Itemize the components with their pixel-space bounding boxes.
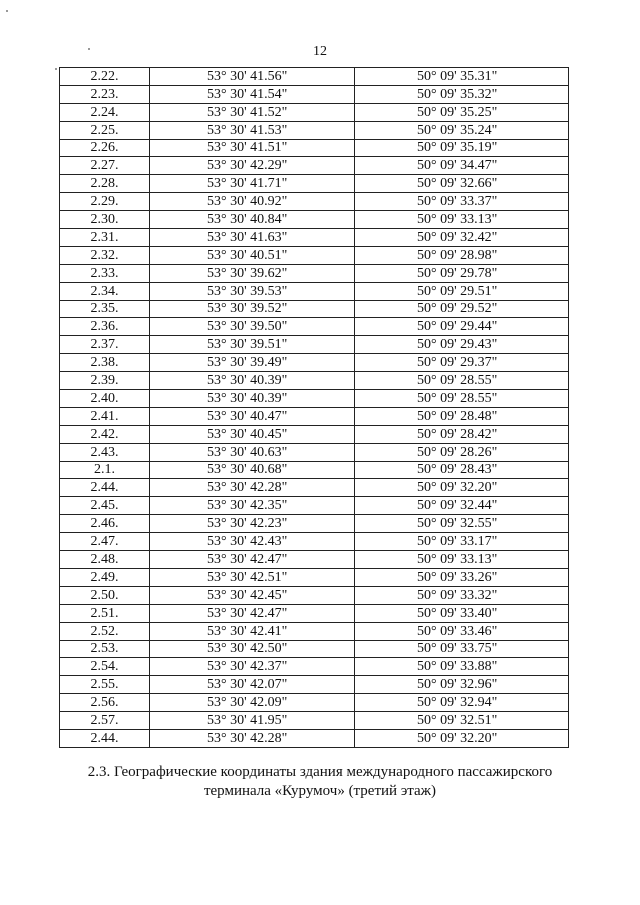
latitude-cell: 53° 30' 39.62" [150, 264, 355, 282]
longitude-cell: 50° 09' 32.42" [355, 229, 569, 247]
longitude-cell: 50° 09' 33.13" [355, 551, 569, 569]
point-number-cell: 2.24. [60, 103, 150, 121]
point-number-cell: 2.46. [60, 515, 150, 533]
latitude-cell: 53° 30' 40.45" [150, 425, 355, 443]
point-number-cell: 2.33. [60, 264, 150, 282]
table-row [60, 264, 569, 282]
longitude-cell: 50° 09' 32.44" [355, 497, 569, 515]
table-row [60, 425, 569, 443]
point-number-cell: 2.47. [60, 533, 150, 551]
latitude-cell: 53° 30' 42.50" [150, 640, 355, 658]
point-number-cell: 2.22. [60, 68, 150, 86]
latitude-cell: 53° 30' 39.51" [150, 336, 355, 354]
point-number-cell: 2.32. [60, 246, 150, 264]
latitude-cell: 53° 30' 41.53" [150, 121, 355, 139]
longitude-cell: 50° 09' 33.13" [355, 211, 569, 229]
longitude-cell: 50° 09' 28.55" [355, 372, 569, 390]
longitude-cell: 50° 09' 33.37" [355, 193, 569, 211]
longitude-cell: 50° 09' 29.78" [355, 264, 569, 282]
point-number-cell: 2.56. [60, 694, 150, 712]
latitude-cell: 53° 30' 40.92" [150, 193, 355, 211]
longitude-cell: 50° 09' 32.66" [355, 175, 569, 193]
longitude-cell: 50° 09' 33.17" [355, 533, 569, 551]
point-number-cell: 2.25. [60, 121, 150, 139]
point-number-cell: 2.36. [60, 318, 150, 336]
latitude-cell: 53° 30' 41.56" [150, 68, 355, 86]
latitude-cell: 53° 30' 42.23" [150, 515, 355, 533]
point-number-cell: 2.26. [60, 139, 150, 157]
table-row [60, 712, 569, 730]
longitude-cell: 50° 09' 32.94" [355, 694, 569, 712]
longitude-cell: 50° 09' 29.44" [355, 318, 569, 336]
table-row [60, 551, 569, 569]
latitude-cell: 53° 30' 40.39" [150, 390, 355, 408]
longitude-cell: 50° 09' 29.52" [355, 300, 569, 318]
longitude-cell: 50° 09' 35.19" [355, 139, 569, 157]
table-row [60, 157, 569, 175]
table-row [60, 139, 569, 157]
table-row [60, 694, 569, 712]
table-row [60, 211, 569, 229]
longitude-cell: 50° 09' 32.96" [355, 676, 569, 694]
point-number-cell: 2.39. [60, 372, 150, 390]
longitude-cell: 50° 09' 35.32" [355, 85, 569, 103]
latitude-cell: 53° 30' 41.95" [150, 712, 355, 730]
latitude-cell: 53° 30' 39.53" [150, 282, 355, 300]
section-heading [60, 763, 580, 801]
latitude-cell: 53° 30' 41.71" [150, 175, 355, 193]
longitude-cell: 50° 09' 35.31" [355, 68, 569, 86]
latitude-cell: 53° 30' 42.35" [150, 497, 355, 515]
table-row [60, 568, 569, 586]
point-number-cell: 2.37. [60, 336, 150, 354]
table-row [60, 121, 569, 139]
table-row [60, 622, 569, 640]
point-number-cell: 2.40. [60, 390, 150, 408]
table-row [60, 318, 569, 336]
point-number-cell: 2.44. [60, 729, 150, 747]
latitude-cell: 53° 30' 39.49" [150, 354, 355, 372]
longitude-cell: 50° 09' 32.20" [355, 729, 569, 747]
longitude-cell: 50° 09' 28.43" [355, 461, 569, 479]
latitude-cell: 53° 30' 40.51" [150, 246, 355, 264]
point-number-cell: 2.1. [60, 461, 150, 479]
latitude-cell: 53° 30' 42.47" [150, 551, 355, 569]
point-number-cell: 2.53. [60, 640, 150, 658]
longitude-cell: 50° 09' 33.46" [355, 622, 569, 640]
longitude-cell: 50° 09' 29.37" [355, 354, 569, 372]
latitude-cell: 53° 30' 42.09" [150, 694, 355, 712]
point-number-cell: 2.48. [60, 551, 150, 569]
point-number-cell: 2.29. [60, 193, 150, 211]
latitude-cell: 53° 30' 39.52" [150, 300, 355, 318]
point-number-cell: 2.35. [60, 300, 150, 318]
table-row [60, 461, 569, 479]
longitude-cell: 50° 09' 28.55" [355, 390, 569, 408]
latitude-cell: 53° 30' 42.41" [150, 622, 355, 640]
longitude-cell: 50° 09' 28.48" [355, 407, 569, 425]
table-row [60, 479, 569, 497]
table-row [60, 533, 569, 551]
table-row [60, 515, 569, 533]
latitude-cell: 53° 30' 40.68" [150, 461, 355, 479]
point-number-cell: 2.52. [60, 622, 150, 640]
longitude-cell: 50° 09' 34.47" [355, 157, 569, 175]
table-row [60, 336, 569, 354]
table-row [60, 282, 569, 300]
longitude-cell: 50° 09' 29.43" [355, 336, 569, 354]
longitude-cell: 50° 09' 28.98" [355, 246, 569, 264]
latitude-cell: 53° 30' 41.52" [150, 103, 355, 121]
point-number-cell: 2.55. [60, 676, 150, 694]
point-number-cell: 2.45. [60, 497, 150, 515]
point-number-cell: 2.31. [60, 229, 150, 247]
point-number-cell: 2.28. [60, 175, 150, 193]
point-number-cell: 2.23. [60, 85, 150, 103]
latitude-cell: 53° 30' 40.47" [150, 407, 355, 425]
latitude-cell: 53° 30' 42.37" [150, 658, 355, 676]
table-row [60, 246, 569, 264]
table-row [60, 390, 569, 408]
section-heading-line-2: терминала «Курумоч» (третий этаж) [203, 783, 437, 799]
point-number-cell: 2.50. [60, 586, 150, 604]
table-row [60, 372, 569, 390]
longitude-cell: 50° 09' 29.51" [355, 282, 569, 300]
table-row [60, 586, 569, 604]
table-row [60, 604, 569, 622]
latitude-cell: 53° 30' 42.28" [150, 729, 355, 747]
latitude-cell: 53° 30' 40.39" [150, 372, 355, 390]
point-number-cell: 2.27. [60, 157, 150, 175]
table-row [60, 658, 569, 676]
longitude-cell: 50° 09' 33.32" [355, 586, 569, 604]
table-row [60, 68, 569, 86]
point-number-cell: 2.49. [60, 568, 150, 586]
table-row [60, 354, 569, 372]
longitude-cell: 50° 09' 35.25" [355, 103, 569, 121]
latitude-cell: 53° 30' 42.43" [150, 533, 355, 551]
page-number: 12 [313, 44, 327, 59]
table-row [60, 103, 569, 121]
longitude-cell: 50° 09' 33.88" [355, 658, 569, 676]
longitude-cell: 50° 09' 33.40" [355, 604, 569, 622]
latitude-cell: 53° 30' 42.07" [150, 676, 355, 694]
latitude-cell: 53° 30' 40.63" [150, 443, 355, 461]
latitude-cell: 53° 30' 41.51" [150, 139, 355, 157]
table-row [60, 676, 569, 694]
longitude-cell: 50° 09' 28.26" [355, 443, 569, 461]
point-number-cell: 2.43. [60, 443, 150, 461]
latitude-cell: 53° 30' 39.50" [150, 318, 355, 336]
longitude-cell: 50° 09' 33.26" [355, 568, 569, 586]
longitude-cell: 50° 09' 28.42" [355, 425, 569, 443]
latitude-cell: 53° 30' 42.29" [150, 157, 355, 175]
table-row [60, 300, 569, 318]
point-number-cell: 2.34. [60, 282, 150, 300]
latitude-cell: 53° 30' 40.84" [150, 211, 355, 229]
section-heading-line-1: 2.3. Географические координаты здания международного пассажирского [87, 764, 553, 780]
longitude-cell: 50° 09' 33.75" [355, 640, 569, 658]
longitude-cell: 50° 09' 32.51" [355, 712, 569, 730]
point-number-cell: 2.51. [60, 604, 150, 622]
coordinates-table-body [60, 68, 569, 748]
longitude-cell: 50° 09' 32.20" [355, 479, 569, 497]
table-row [60, 640, 569, 658]
table-row [60, 407, 569, 425]
table-row [60, 193, 569, 211]
latitude-cell: 53° 30' 41.54" [150, 85, 355, 103]
latitude-cell: 53° 30' 42.45" [150, 586, 355, 604]
table-row [60, 497, 569, 515]
latitude-cell: 53° 30' 41.63" [150, 229, 355, 247]
point-number-cell: 2.57. [60, 712, 150, 730]
longitude-cell: 50° 09' 35.24" [355, 121, 569, 139]
scan-speck [55, 68, 57, 70]
point-number-cell: 2.38. [60, 354, 150, 372]
latitude-cell: 53° 30' 42.28" [150, 479, 355, 497]
point-number-cell: 2.54. [60, 658, 150, 676]
table-row [60, 229, 569, 247]
latitude-cell: 53° 30' 42.47" [150, 604, 355, 622]
longitude-cell: 50° 09' 32.55" [355, 515, 569, 533]
latitude-cell: 53° 30' 42.51" [150, 568, 355, 586]
scan-speck [6, 10, 8, 12]
point-number-cell: 2.30. [60, 211, 150, 229]
table-row [60, 443, 569, 461]
point-number-cell: 2.42. [60, 425, 150, 443]
table-row [60, 85, 569, 103]
point-number-cell: 2.44. [60, 479, 150, 497]
point-number-cell: 2.41. [60, 407, 150, 425]
table-row [60, 175, 569, 193]
coordinates-table [59, 67, 569, 748]
table-row [60, 729, 569, 747]
